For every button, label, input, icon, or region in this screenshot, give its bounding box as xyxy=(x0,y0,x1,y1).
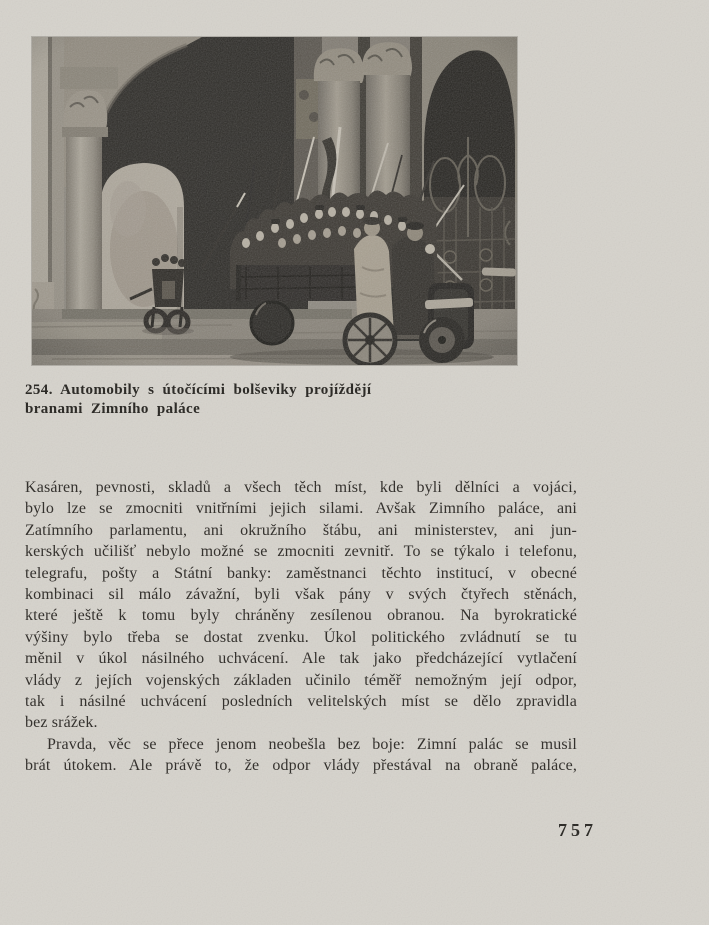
text-line: Zatímního parlamentu, ani okružního štábu, ani ministerstev, ani jun- xyxy=(25,521,577,539)
text-line: vlády z jejích vojenských základen učinilo téměř nemožným její odpor, xyxy=(25,671,577,689)
text-line: Pravda, věc se přece jenom neobešla bez boje: Zimní palác se musil xyxy=(47,735,577,753)
text-line: Kasáren, pevnosti, skladů a všech těch míst, kde byli dělníci a vojáci, xyxy=(25,479,577,496)
text-line: telegrafu, pošty a Státní banky: zaměstnanci těchto institucí, v obecné xyxy=(25,564,577,582)
text-line: výšiny bylo třeba se dostat zvenku. Úkol politického zvládnutí se tu xyxy=(25,628,577,646)
photo-illustration xyxy=(32,37,517,365)
text-line: měnil v úkol násilného uchvácení. Ale tak jako předcházející vytlačení xyxy=(25,650,577,668)
text-line: kombinaci sil málo závažní, byli však pány v svých čtyřech stěnách, xyxy=(25,585,577,603)
text-line: bylo lze se zmocniti vnitřními jejich silami. Avšak Zimního paláce, ani xyxy=(25,500,577,518)
text-line: které ještě k tomu byly chráněny zesílenou obranou. Na byrokratické xyxy=(25,607,577,625)
text-line: brát útokem. Ale právě to, že odpor vlády přestával na obraně paláce, xyxy=(25,757,577,775)
photo-grain xyxy=(32,37,517,365)
caption-line-2: branami Zimního paláce xyxy=(25,401,201,417)
text-line: bez srážek. xyxy=(25,714,98,732)
figure-caption xyxy=(25,381,445,419)
figure-photo xyxy=(32,37,517,365)
page-number: 757 xyxy=(558,820,597,840)
text-line: kerských učilišť nebylo možné se zmocniti zevnitř. To se týkalo i telefonu, xyxy=(25,543,577,561)
caption-line-1: 254. Automobily s útočícími bolševiky projíždějí xyxy=(25,382,372,398)
body-text xyxy=(25,477,577,776)
text-line: tak i násilné uchvácení posledních velitelských míst se dělo zpravidla xyxy=(25,692,577,710)
